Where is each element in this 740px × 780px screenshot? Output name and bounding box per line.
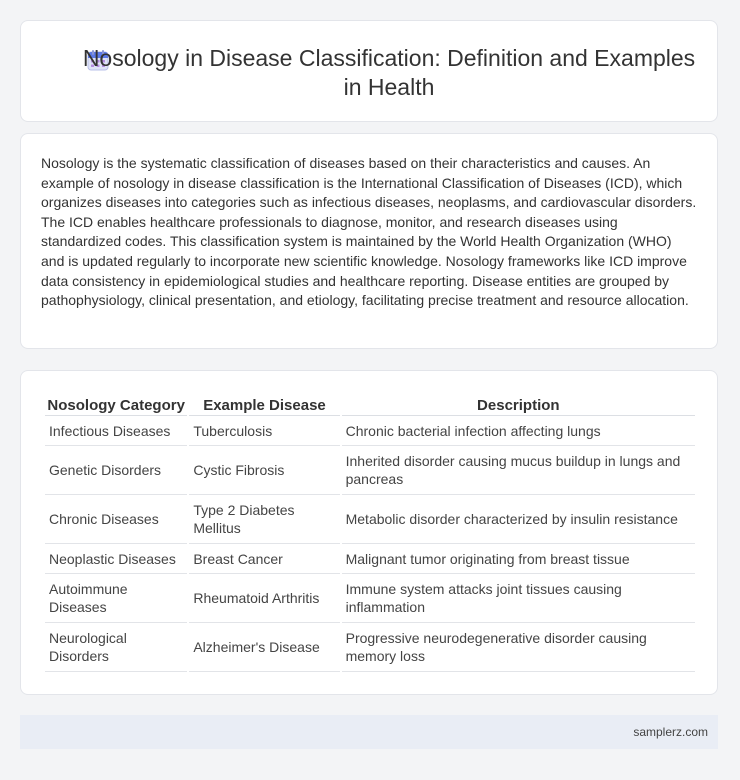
column-header: Example Disease <box>189 393 339 416</box>
nosology-table <box>43 393 697 672</box>
description-cell: Inherited disorder causing mucus buildup in lungs and pancreas <box>342 446 695 495</box>
column-header: Description <box>342 393 695 416</box>
table-row <box>45 416 695 446</box>
footer-site-link[interactable]: samplerz.com <box>633 725 708 739</box>
intro-paragraph: Nosology is the systematic classification of diseases based on their characteristics and causes. An example of nosology in disease classification is the International Classification of Diseases (ICD), which organizes diseases into categories such as infectious diseases, neoplasms, and cardiovascular disorders. The ICD enables healthcare professionals to diagnose, monitor, and research diseases using standardized codes. This classification system is maintained by the World Health Organization (WHO) and is updated regularly to incorporate new scientific knowledge. Nosology frameworks like ICD improve data consistency in epidemiological studies and healthcare reporting. Disease entities are grouped by pathophysiology, clinical presentation, and etiology, facilitating precise treatment and resource allocation. <box>41 155 697 309</box>
category-cell: Neoplastic Diseases <box>45 544 187 574</box>
description-cell: Malignant tumor originating from breast tissue <box>342 544 695 574</box>
description-cell: Progressive neurodegenerative disorder causing memory loss <box>342 623 695 672</box>
description-cell: Metabolic disorder characterized by insulin resistance <box>342 495 695 544</box>
example-cell: Type 2 Diabetes Mellitus <box>189 495 339 544</box>
column-header: Nosology Category <box>45 393 187 416</box>
table-row <box>45 446 695 495</box>
category-cell: Chronic Diseases <box>45 495 187 544</box>
description-cell: Chronic bacterial infection affecting lungs <box>342 416 695 446</box>
category-cell: Autoimmune Diseases <box>45 574 187 623</box>
table-row <box>45 544 695 574</box>
example-cell: Rheumatoid Arthritis <box>189 574 339 623</box>
category-cell: Genetic Disorders <box>45 446 187 495</box>
table-row <box>45 623 695 672</box>
intro-card <box>20 133 718 349</box>
description-cell: Immune system attacks joint tissues causing inflammation <box>342 574 695 623</box>
page-title: Nosology in Disease Classification: Definition and Examples in Health <box>82 45 696 100</box>
title-card <box>20 20 718 122</box>
table-row <box>45 495 695 544</box>
table-card <box>20 370 718 695</box>
category-cell: Infectious Diseases <box>45 416 187 446</box>
footer <box>20 715 718 749</box>
example-cell: Alzheimer's Disease <box>189 623 339 672</box>
table-header-row <box>45 393 695 416</box>
category-cell: Neurological Disorders <box>45 623 187 672</box>
example-cell: Cystic Fibrosis <box>189 446 339 495</box>
table-row <box>45 574 695 623</box>
example-cell: Tuberculosis <box>189 416 339 446</box>
example-cell: Breast Cancer <box>189 544 339 574</box>
